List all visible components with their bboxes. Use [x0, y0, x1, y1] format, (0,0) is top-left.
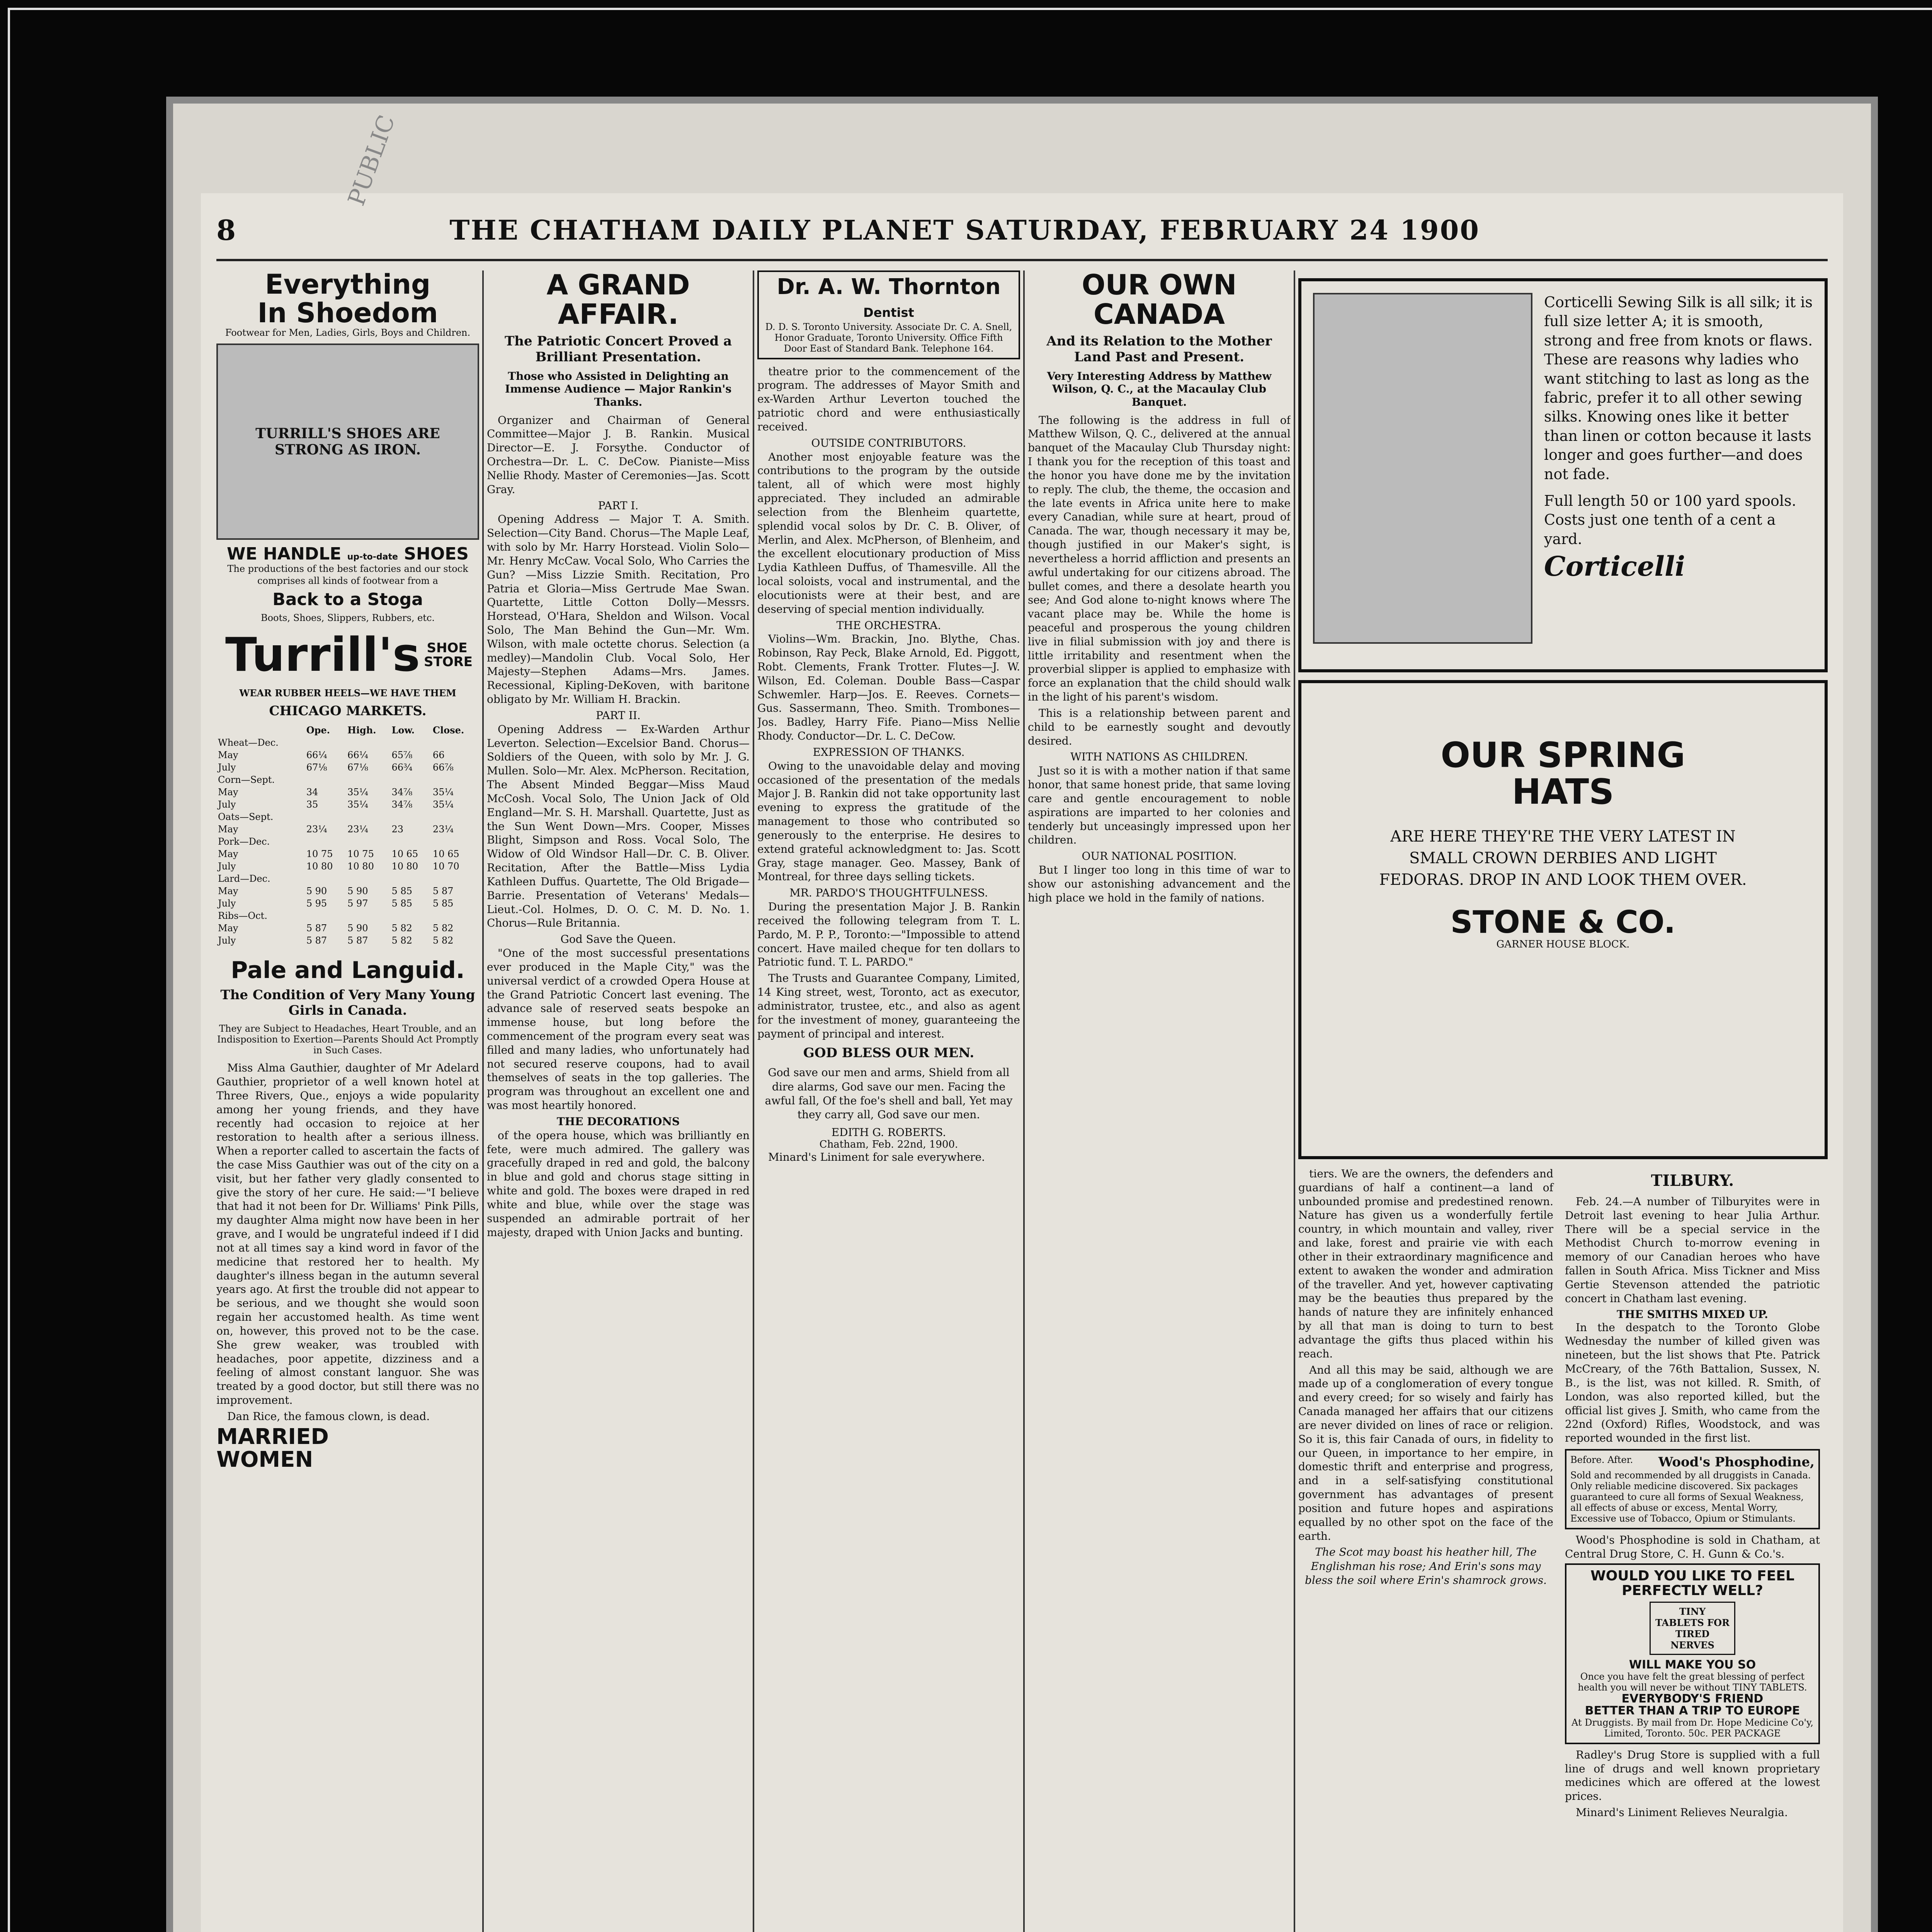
committee-text: Organizer and Chairman of General Committee—Major J. B. Rankin. Musical Director—E. J. Forsythe. Conductor of Orchestra—Dr. L. C. DeCow. Pianiste—Miss Nellie Rhody. Master of Ceremonies—Jas. Scott Gray.: [487, 413, 750, 496]
tiny-tablets-ad: [1565, 1563, 1820, 1744]
poem-dateline: Chatham, Feb. 22nd, 1900.: [819, 1138, 958, 1150]
outside-heading: OUTSIDE CONTRIBUTORS.: [811, 436, 966, 449]
dentist-name: Dr. A. W. Thornton: [777, 274, 1001, 299]
markets-cell: July: [218, 861, 236, 872]
markets-cell: 5 82: [432, 935, 454, 946]
markets-cell: [390, 910, 431, 922]
woods-heading: Wood's Phosphodine,: [1658, 1454, 1815, 1470]
markets-cell: 66: [432, 749, 445, 760]
markets-header-cell: [216, 724, 305, 736]
markets-table: [216, 724, 479, 947]
markets-cell: 35¼: [432, 799, 454, 810]
woods-ad: [1565, 1449, 1820, 1529]
spring-hats-ad: [1298, 680, 1828, 1159]
minard-text: Minard's Liniment for sale everywhere.: [768, 1150, 985, 1163]
grand-affair-headline: A GRAND AFFAIR.: [546, 270, 690, 330]
markets-cell: May: [218, 922, 238, 934]
markets-cell: 34⅞: [391, 799, 413, 810]
tilbury-heading: TILBURY.: [1651, 1172, 1734, 1190]
tilbury-column: [1565, 1167, 1820, 1822]
markets-cell: Pork—Dec.: [218, 836, 270, 847]
smiths-body: In the despatch to the Toronto Globe Wednesday the number of killed given was nineteen, but the list shows that Pte. Patrick McCreary, of the 76th Battalion, Sussex, N. B., is the list, was not killed. R. Smith, of London, was also reported killed, but the official list gives J. Smith, who came from the 22nd (Oxford) Rifles, Woodstock, and was reported wounded in the first list.: [1565, 1321, 1820, 1445]
markets-cell: 10 75: [347, 848, 374, 859]
pardo-body: During the presentation Major J. B. Rankin received the following telegram from T. L. Pardo, M. P. P., Toronto:—"Impossible to attend concert. Have mailed cheque for ten dollars to Patriotic fund. T. L. PARDO.": [757, 900, 1020, 969]
position-body: But I linger too long in this time of war to show our astonishing advancement and the high place we hold in the family of nations.: [1028, 864, 1291, 904]
we-handle-line: [216, 545, 479, 563]
markets-cell: 5 90: [347, 922, 368, 934]
canada-body: The following is the address in full of Matthew Wilson, Q. C., delivered at the annual banquet of the Macaulay Club Thursday night: I thank you for the reception of this toast and the honor you have done me by the invitation to reply. The club, the theme, the occasion and the late events in Africa unite here to make every Canadian, while sure at heart, proud of Canada. The war, though necessary it may be, though justified in our Maker's sight, is nevertheless a horrid affliction and presents an awful undertaking for our citizens abroad. The bullet comes, and there a desolate hearth you see; And God alone to-night knows where The vacant place may be. While the home is peaceful and prosperous the young children live in filial submission with joy and there is little irritability and resentment when the proverbial slipper is applied to emphasize with force an explanation that the child should walk in the light of his parent's wisdom.: [1028, 413, 1291, 704]
newspaper-page: [201, 111, 1843, 1932]
corticelli-ad: [1298, 278, 1828, 672]
minard-note: [757, 1150, 1020, 1164]
relation-text: This is a relationship between parent and child to be earnestly sought and devoutly desired.: [1028, 706, 1291, 747]
shoes-word: SHOES: [404, 544, 469, 564]
markets-cell: 5 82: [391, 922, 412, 934]
markets-header-cell: Low.: [391, 724, 415, 736]
pale-body: Miss Alma Gauthier, daughter of Mr Adelard Gauthier, proprietor of a well known hotel at Three Rivers, Que., enjoys a wide popularity among her young friends, and they have recently had occasion to rejoice at her restoration to health after a serious illness. When a reporter called to ascertain the facts of the case Miss Gauthier was out of the city on a visit, but her father very gladly consented to give the story of her cure. He said:—"I believe that had it not been for Dr. Williams' Pink Pills, my daughter Alma might now have been in her grave, and I would be ungrateful indeed if I did not at all times say a kind word in favor of the medicine that restored her to health. My daughter's illness began in the autumn several years ago. At first the trouble did not appear to be serious, and we thought she would soon regain her accustomed health. As time went on, however, this proved not to be the case. She grew weaker, was troubled with headaches, poor appetite, dizziness and a feeling of almost constant languor. She was treated by a good doctor, but still there was no improvement.: [216, 1061, 479, 1407]
hats-store: STONE & CO.: [1450, 904, 1676, 940]
markets-title: CHICAGO MARKETS.: [269, 703, 427, 719]
pale-headline: Pale and Languid.: [231, 956, 465, 984]
column-2: [487, 270, 750, 1932]
markets-cell: [305, 736, 346, 749]
column-rule: [482, 270, 484, 1932]
markets-cell: 5 90: [306, 885, 327, 896]
markets-cell: [346, 910, 390, 922]
part-2-heading: PART II.: [596, 709, 641, 722]
markets-cell: 23¼: [347, 823, 368, 835]
markets-cell: [431, 811, 479, 823]
shoe-sign-illustration: [216, 344, 479, 540]
markets-cell: [431, 774, 479, 786]
turrill-logo: [216, 628, 479, 682]
markets-row: [216, 860, 479, 872]
druggists: At Druggists. By mail from Dr. Hope Medicine Co'y, Limited, Toronto. 50c. PER PACKAGE: [1571, 1717, 1813, 1739]
canada-sub: And its Relation to the Mother Land Past and Present.: [1046, 333, 1272, 365]
dan-rice-text: Dan Rice, the famous clown, is dead.: [227, 1410, 430, 1423]
markets-cell: [346, 736, 390, 749]
canada-deck: Very Interesting Address by Matthew Wilson, Q. C., at the Macaulay Club Banquet.: [1047, 369, 1272, 408]
silk-cost: Costs just one tenth of a cent a yard.: [1544, 511, 1776, 548]
nations-body: Just so it is with a mother nation if that same honor, that same honest pride, that same loving care and gentle encouragement to noble aspirations are imparted to her colonies and tenderly but unceasingly impressed upon her children.: [1028, 764, 1291, 847]
markets-cell: July: [218, 935, 236, 946]
masthead-title: THE CHATHAM DAILY PLANET SATURDAY, FEBRUARY 24 1900: [449, 214, 1480, 246]
markets-cell: 10 80: [391, 861, 418, 872]
hats-body: ARE HERE THEY'RE THE VERY LATEST IN SMALL CROWN DERBIES AND LIGHT FEDORAS. DROP IN AND LOOK THEM OVER.: [1379, 828, 1747, 889]
markets-cell: Ribs—Oct.: [218, 910, 267, 921]
hats-address: GARNER HOUSE BLOCK.: [1496, 939, 1630, 950]
smiths-heading: THE SMITHS MIXED UP.: [1617, 1308, 1768, 1321]
trusts-ad: The Trusts and Guarantee Company, Limited, 14 King street, west, Toronto, act as executor, administrator, trustee, etc., and also as agent for the investment of money, guaranteeing the payment of principal and interest.: [757, 972, 1020, 1040]
c3-body-1: theatre prior to the commencement of the program. The addresses of Mayor Smith and ex-Warden Arthur Leverton touched the patriotic chord and were enthusiastically received.: [757, 365, 1020, 433]
poem-author: EDITH G. ROBERTS.: [831, 1126, 946, 1139]
markets-cell: May: [218, 786, 238, 798]
back-to-stoga: Back to a Stoga: [272, 589, 423, 609]
markets-cell: 35¼: [347, 786, 368, 798]
markets-cell: [346, 872, 390, 885]
woods-body: Sold and recommended by all druggists in Canada. Only reliable medicine discovered. Six packages guaranteed to cure all forms of Sexual Weakness, all effects of abuse or excess, Mental Worry, Excessive use of Tobacco, Opium or Stimulants.: [1570, 1470, 1811, 1524]
hats-title-1: OUR SPRING: [1440, 735, 1685, 776]
pale-deck: They are Subject to Headaches, Heart Trouble, and an Indisposition to Exertion—Parents Should Act Promptly in Such Cases.: [217, 1023, 479, 1056]
markets-cell: 5 82: [391, 935, 412, 946]
markets-cell: [305, 774, 346, 786]
column-rule: [1023, 270, 1025, 1932]
women-word: WOMEN: [216, 1447, 313, 1472]
markets-cell: 66⅞: [432, 762, 454, 773]
pale-article: [216, 1061, 479, 1407]
woods-sold: Wood's Phosphodine is sold in Chatham, at Central Drug Store, C. H. Gunn & Co.'s.: [1565, 1534, 1820, 1560]
public-stamp: PUBLIC: [343, 111, 401, 209]
shoe-store: SHOE STORE: [424, 640, 473, 670]
c3-body-2: Another most enjoyable feature was the contributions to the program by the outside talent, all of which were most highly appreciated. They included an admirable selection from the Blenheim quartette, splendid vocal solos by Dr. C. B. Oliver, of Merlin, and Alex. McPherson, of Blenheim, and the excellent elocutionary production of Miss Lydia Kathleen Duffus, of Thamesville. All the local soloists, vocal and instrumental, and the elocutionists were at their best, and are deserving of special mention individually.: [757, 450, 1020, 616]
shoe-ad-headline-1: Everything: [265, 270, 431, 300]
markets-row: [216, 823, 479, 835]
markets-cell: 35¼: [347, 799, 368, 810]
article-body-2: "One of the most successful presentations ever produced in the Maple City," was the universal verdict of a crowded Opera House at the Grand Patriotic Concert last evening. The advance sale of reserved seats bespoke an immense house, but long before the commencement of the program every seat was filled and many ladies, who unfortunately had not secured reserve coupons, had to avail themselves of seats in the top galleries. The program was throughout an excellent one and was most heartily honored.: [487, 947, 750, 1112]
pale-sub: The Condition of Very Many Young Girls in Canada.: [220, 987, 475, 1019]
nations-heading: WITH NATIONS AS CHILDREN.: [1070, 750, 1248, 764]
markets-cell: 35¼: [432, 786, 454, 798]
up-to-date: up-to-date: [347, 552, 398, 562]
markets-cell: 5 97: [347, 898, 368, 909]
thread-spool-illustration: [1313, 293, 1532, 644]
markets-cell: 5 82: [432, 922, 454, 934]
grand-affair-article: [487, 413, 750, 1240]
turrill-name: Turrill's: [225, 628, 420, 682]
tiny-tablets-logo: TINY TABLETS FOR TIRED NERVES: [1650, 1602, 1735, 1655]
dentist-details: D. D. S. Toronto University. Associate Dr. C. A. Snell, Honor Graduate, Toronto University. Office Fifth Door East of Standard Bank. Telephone 164.: [765, 321, 1012, 354]
grand-affair-deck: Those who Assisted in Delighting an Immense Audience — Major Rankin's Thanks.: [505, 369, 732, 408]
markets-header-cell: Close.: [432, 724, 464, 736]
markets-cell: July: [218, 898, 236, 909]
better-than: BETTER THAN A TRIP TO EUROPE: [1585, 1704, 1800, 1718]
married-word: MARRIED: [216, 1424, 329, 1449]
decorations-heading: THE DECORATIONS: [556, 1115, 680, 1128]
markets-cell: [431, 872, 479, 885]
part-2-body: Opening Address — Ex-Warden Arthur Leverton. Selection—Excelsior Band. Chorus—Soldiers of the Queen, with solo by Mr. J. G. Mullen. Solo—Mr. Alex. McPherson. Recitation, The Absent Minded Beggar—Miss Maud McCosh. Vocal Solo, The Union Jack of Old England—Mr. S. H. Marshall. Quartette, Just as the Sun Went Down—Mrs. Cooper, Misses Blight, Simpson and Ross. Vocal Solo, The Widow of Old Windsor Hall—Dr. C. B. Oliver. Recitation, After the Battle—Miss Lydia Kathleen Duffus. Quartette, The Old Brigade—Barrie. Presentation of Veterans' Medals—Lieut.-Col. Holmes, D. O. C. M. D. No. 1. Chorus—Rule Britannia.: [487, 723, 750, 930]
cont-body: tiers. We are the owners, the defenders and guardians of half a continent—a land of unbounded promise and predestined renown. Nature has given us a wonderfully fertile country, in which mountain and valley, river and lake, forest and prairie vie with each other in their extraordinary magnificence and extent to awaken the wonder and admiration of the traveller. And yet, however captivating may be the beauties thus prepared by the hands of nature they are infinitely enhanced by all that man is doing to turn to best advantage the gifts thus placed within his reach.: [1298, 1167, 1553, 1360]
markets-cell: [431, 736, 479, 749]
markets-cell: [390, 736, 431, 749]
tilbury-body: Feb. 24.—A number of Tilburyites were in Detroit last evening to hear Julia Arthur. There will be a special service in the Methodist Church to-morrow evening in memory of our Canadian heroes who have fallen in South Africa. Miss Tickner and Miss Gertie Stevenson attended the patriotic concert in Chatham last evening.: [1565, 1195, 1820, 1305]
everybody: EVERYBODY'S FRIEND: [1621, 1692, 1764, 1706]
dentist-heading: [763, 276, 1015, 321]
dan-rice: [216, 1410, 479, 1423]
markets-cell: [305, 835, 346, 848]
position-heading: OUR NATIONAL POSITION.: [1082, 850, 1237, 863]
markets-cell: 10 75: [306, 848, 333, 859]
grand-affair-sub: The Patriotic Concert Proved a Brilliant Presentation.: [505, 333, 732, 365]
markets-cell: 5 85: [432, 898, 454, 909]
markets-cell: 23: [391, 823, 404, 835]
married-women-ad: [216, 1426, 479, 1471]
markets-cell: [346, 774, 390, 786]
markets-cell: 5 87: [432, 885, 454, 896]
markets-cell: 5 87: [306, 922, 327, 934]
column-rule: [1294, 270, 1295, 1932]
canada-continued: [1298, 1167, 1553, 1822]
column-3: [757, 270, 1020, 1932]
markets-header-cell: Ope.: [306, 724, 330, 736]
markets-row: [216, 761, 479, 774]
sign-text: TURRILL'S SHOES ARE STRONG AS IRON.: [255, 425, 440, 458]
silk-text: Corticelli Sewing Silk is all silk; it is full size letter A; it is smooth, strong and free from knots or flaws. These are reasons why ladies who want stitching to last as long as the fabric, prefer it to all other sewing silks. Knowing ones like it better than linen or cotton because it lasts longer and goes further—and does not fade.: [1544, 294, 1813, 483]
thanks-body: Owing to the unavoidable delay and moving occasioned of the presentation of the medals Major J. B. Rankin did not take opportunity last evening to express the gratitude of the management to those who contributed so generously to the enterprise. He desires to extend grateful acknowledgment to: Jas. Scott Gray, stage manager. Geo. Massey, Bank of Montreal, for three days selling tickets.: [757, 759, 1020, 883]
part-1-heading: PART I.: [598, 499, 639, 512]
markets-cell: Wheat—Dec.: [218, 737, 279, 748]
markets-cell: July: [218, 799, 236, 810]
masthead: [216, 201, 1828, 261]
feel-body: Once you have felt the great blessing of perfect health you will never be without TINY TABLETS.: [1578, 1671, 1807, 1693]
we-handle: WE HANDLE: [227, 544, 342, 564]
markets-row: [216, 848, 479, 860]
cont-body-2: And all this may be said, although we are made up of a conglomeration of every tongue and every creed; for so wisely and fairly has Canada managed her affairs that our citizens are never divided on lines of race or religion. So it is, this fair Canada of ours, in fidelity to our Queen, in importance to her empire, in domestic thrift and enterprise and progress, and in a self-satisfying constitutional government has advantages of present position and future hopes and aspirations equalled by no other spot on the face of the earth.: [1298, 1363, 1553, 1543]
markets-cell: 10 65: [432, 848, 459, 859]
markets-cell: 10 80: [306, 861, 333, 872]
feel-heading: WOULD YOU LIKE TO FEEL PERFECTLY WELL?: [1590, 1568, 1794, 1599]
concert-continued: [757, 365, 1020, 1041]
markets-cell: 10 70: [432, 861, 459, 872]
markets-cell: 67⅛: [306, 762, 327, 773]
radley-text: Radley's Drug Store is supplied with a full line of drugs and well known proprietary medicines which are offered at the lowest prices.: [1565, 1748, 1820, 1803]
markets-cell: [390, 872, 431, 885]
markets-cell: July: [218, 762, 236, 773]
markets-cell: Corn—Sept.: [218, 774, 275, 785]
markets-row: [216, 774, 479, 786]
markets-row: [216, 910, 479, 922]
poem-title: GOD BLESS OUR MEN.: [803, 1045, 975, 1061]
markets-cell: [305, 811, 346, 823]
markets-cell: [390, 835, 431, 848]
markets-cell: [305, 872, 346, 885]
column-4: [1028, 270, 1291, 1932]
markets-cell: 23¼: [306, 823, 327, 835]
orchestra-body: Violins—Wm. Brackin, Jno. Blythe, Chas. Robinson, Ray Peck, Blake Arnold, Ed. Piggott, Robt. Clements, Frank Trotter. Flutes—J. W. Wilson, Ed. Coleman. Double Bass—Caspar Schwemler. Harp—Jos. E. Reeves. Cornets—Gus. Sassermann, Theo. Smith. Trombones—Jos. Badley, Harry Fife. Piano—Miss Nellie Rhody. Conductor—Dr. L. C. DeCow.: [757, 633, 1020, 743]
minard-neuralgia: Minard's Liniment Relieves Neuralgia.: [1576, 1806, 1788, 1819]
markets-cell: [431, 835, 479, 848]
column-rule: [753, 270, 754, 1932]
productions-text: The productions of the best factories and our stock comprises all kinds of footwear from a: [227, 563, 468, 586]
corticelli-logo: Corticelli: [1544, 550, 1685, 583]
markets-cell: 65⅞: [391, 749, 413, 760]
markets-row: [216, 736, 479, 749]
canada-article: [1028, 413, 1291, 905]
markets-cell: 34⅞: [391, 786, 413, 798]
markets-cell: 5 87: [347, 935, 368, 946]
markets-cell: 34: [306, 786, 318, 798]
markets-cell: May: [218, 749, 238, 760]
page-number: 8: [216, 213, 236, 247]
dentist-ad: [757, 270, 1020, 359]
poem-text: God save our men and arms, Shield from all dire alarms, God save our men. Facing the awful fall, Of the foe's shell and ball, Yet may they carry all, God save our men.: [765, 1066, 1013, 1121]
scot-poem: The Scot may boast his heather hill, The Englishman his rose; And Erin's sons may bless the soil where Erin's shamrock grows.: [1305, 1546, 1547, 1587]
canada-headline: OUR OWN CANADA: [1082, 270, 1237, 330]
markets-cell: 66¼: [306, 749, 327, 760]
markets-cell: 35: [306, 799, 318, 810]
markets-cell: Oats—Sept.: [218, 811, 274, 822]
markets-cell: 23¼: [432, 823, 454, 835]
shoe-ad-sub: Footwear for Men, Ladies, Girls, Boys and Children.: [225, 327, 471, 338]
markets-row: [216, 749, 479, 761]
column-5: [1298, 270, 1828, 1932]
markets-cell: 5 95: [306, 898, 327, 909]
dentist-role: Dentist: [863, 305, 914, 320]
markets-cell: 66¾: [391, 762, 413, 773]
lower-columns: [1298, 1167, 1828, 1822]
shoe-ad-headline-2: In Shoedom: [257, 297, 438, 329]
markets-row: [216, 835, 479, 848]
markets-row: [216, 897, 479, 910]
markets-cell: 5 87: [306, 935, 327, 946]
markets-row: [216, 872, 479, 885]
orchestra-heading: THE ORCHESTRA.: [836, 619, 941, 632]
markets-cell: [346, 811, 390, 823]
markets-cell: May: [218, 823, 238, 835]
article-body-3: of the opera house, which was brilliantly en fete, were much admired. The gallery was gracefully draped in red and gold, the balcony in blue and gold and chorus stage sitting in white and gold. The boxes were draped in red white and blue, while over the stage was suspended an admirable portrait of her majesty, draped with Union Jacks and bunting.: [487, 1129, 750, 1239]
markets-row: [216, 885, 479, 897]
markets-cell: 10 65: [391, 848, 418, 859]
markets-row: [216, 786, 479, 798]
markets-cell: 5 85: [391, 898, 412, 909]
markets-row: [216, 922, 479, 934]
markets-cell: [431, 910, 479, 922]
god-save-queen: God Save the Queen.: [560, 933, 676, 946]
pardo-heading: MR. PARDO'S THOUGHTFULNESS.: [789, 886, 988, 900]
markets-row: [216, 934, 479, 947]
markets-cell: Lard—Dec.: [218, 873, 270, 884]
markets-cell: [346, 835, 390, 848]
rubber-heels: WEAR RUBBER HEELS—WE HAVE THEM: [239, 687, 456, 699]
woods-before-after: Before. After.: [1570, 1454, 1633, 1466]
markets-cell: May: [218, 848, 238, 859]
boots-line: Boots, Shoes, Slippers, Rubbers, etc.: [260, 612, 435, 623]
markets-cell: 5 85: [391, 885, 412, 896]
thanks-heading: EXPRESSION OF THANKS.: [813, 745, 965, 759]
will-make: WILL MAKE YOU SO: [1629, 1658, 1756, 1672]
markets-cell: 67⅛: [347, 762, 368, 773]
markets-cell: [390, 774, 431, 786]
markets-cell: [390, 811, 431, 823]
markets-header-cell: High.: [347, 724, 376, 736]
markets-cell: 5 90: [347, 885, 368, 896]
markets-cell: 10 80: [347, 861, 374, 872]
markets-cell: May: [218, 885, 238, 896]
column-1: [216, 270, 479, 1932]
markets-row: [216, 798, 479, 811]
markets-cell: 66¼: [347, 749, 368, 760]
markets-cell: [305, 910, 346, 922]
markets-row: [216, 811, 479, 823]
silk-length: Full length 50 or 100 yard spools.: [1544, 492, 1796, 509]
part-1-body: Opening Address — Major T. A. Smith. Selection—City Band. Chorus—The Maple Leaf, with solo by Mr. Harry Horstead. Violin Solo—Mr. Henry McCaw. Vocal Solo, Who Carries the Gun? —Miss Lizzie Smith. Recitation, Pro Patria et Gloria—Miss Gertrude Mae Swan. Quartette, Little Cotton Dolly—Messrs. Horstead, O'Hara, Sheldon and Wilson. Vocal Solo, The Man Behind the Gun—Mr. Wm. Wilson, with male octette chorus. Selection (a medley)—Mandolin Club. Vocal Solo, Her Majesty—Stephen Adams—Mrs. James. Recessional, Kipling-DeKoven, with baritone obligato by Mr. William H. Brackin.: [487, 513, 750, 706]
hats-title-2: HATS: [1512, 771, 1614, 812]
